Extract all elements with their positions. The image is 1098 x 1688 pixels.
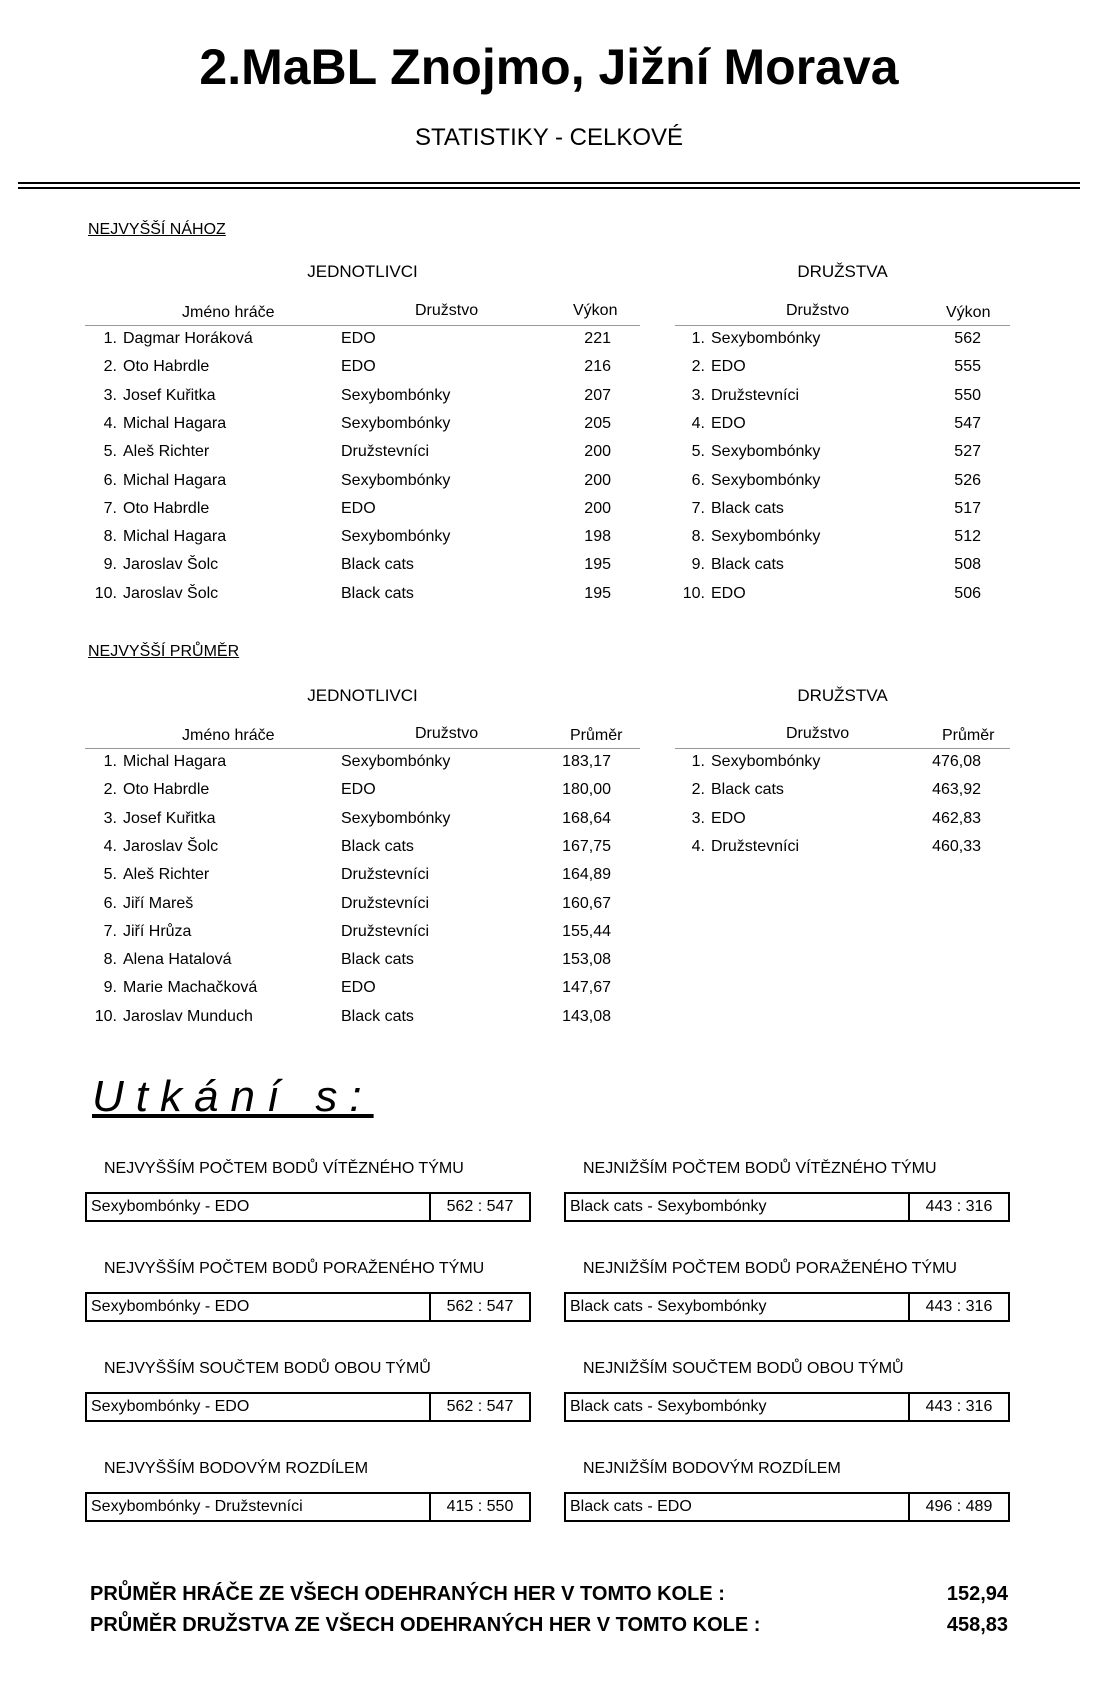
- row-rank: 5.: [103, 866, 117, 884]
- row-value: 462,83: [932, 809, 981, 827]
- team-name: Sexybombónky: [711, 471, 821, 489]
- player-name: Jaroslav Šolc: [123, 584, 219, 602]
- row-value: 506: [954, 584, 981, 602]
- table-row: [675, 443, 1010, 467]
- player-name: Michal Hagara: [123, 414, 227, 432]
- column-header-team: Družstvo: [786, 725, 850, 742]
- row-rank: 4.: [691, 414, 705, 432]
- player-name: Oto Habrdle: [123, 358, 210, 376]
- match-score-cell: [908, 1194, 1008, 1220]
- row-rank: 2.: [691, 781, 705, 799]
- match-score: 562 : 547: [446, 1298, 514, 1315]
- row-rank: 2.: [691, 358, 705, 376]
- table-row: [675, 781, 1010, 805]
- team-name: Sexybombónky: [711, 443, 821, 461]
- match-score-cell: [908, 1394, 1008, 1420]
- match-teams: Sexybombónky - Družstevníci: [91, 1498, 303, 1515]
- row-value: 547: [954, 414, 981, 432]
- match-score-cell: [429, 1394, 529, 1420]
- column-header-score: Výkon: [946, 304, 991, 321]
- table-header-rule: [675, 748, 1010, 749]
- row-rank: 4.: [691, 837, 705, 855]
- header-divider: [18, 182, 1080, 184]
- row-value: 160,67: [562, 894, 611, 912]
- player-name: Oto Habrdle: [123, 781, 210, 799]
- table-row: [85, 810, 640, 834]
- match-box: [85, 1392, 531, 1422]
- table-header-rule: [675, 325, 1010, 326]
- row-value: 147,67: [562, 979, 611, 997]
- player-name: Oto Habrdle: [123, 499, 210, 517]
- row-rank: 3.: [691, 386, 705, 404]
- section-title-nahoz: NEJVYŠŠÍ NÁHOZ: [88, 221, 226, 238]
- page-subtitle: STATISTIKY - CELKOVÉ: [414, 124, 684, 151]
- row-rank: 6.: [103, 894, 117, 912]
- row-value: 155,44: [562, 922, 611, 940]
- match-box: [85, 1492, 531, 1522]
- match-score: 562 : 547: [446, 1398, 514, 1415]
- row-value: 153,08: [562, 951, 611, 969]
- section-title-prumer: NEJVYŠŠÍ PRŮMĚR: [88, 643, 240, 660]
- player-name: Aleš Richter: [123, 866, 210, 884]
- table-header-rule: [85, 748, 640, 749]
- team-name: EDO: [341, 358, 376, 376]
- player-name: Josef Kuřitka: [123, 386, 216, 404]
- player-name: Josef Kuřitka: [123, 809, 216, 827]
- row-rank: 8.: [103, 528, 117, 546]
- row-rank: 6.: [691, 471, 705, 489]
- match-score: 415 : 550: [446, 1498, 514, 1515]
- team-name: EDO: [711, 809, 746, 827]
- match-label: NEJVYŠŠÍM POČTEM BODŮ VÍTĚZNÉHO TÝMU: [104, 1160, 464, 1177]
- team-name: Družstevníci: [341, 894, 430, 912]
- team-name: EDO: [711, 584, 746, 602]
- row-value: 517: [954, 499, 981, 517]
- table-row: [85, 585, 640, 609]
- table-row: [85, 528, 640, 552]
- table-row: [85, 1008, 640, 1032]
- match-box: [564, 1192, 1010, 1222]
- row-value: 195: [584, 584, 611, 602]
- player-name: Michal Hagara: [123, 753, 227, 770]
- team-name: Black cats: [341, 837, 414, 855]
- row-rank: 1.: [691, 330, 705, 347]
- team-name: Sexybombónky: [711, 528, 821, 546]
- row-rank: 7.: [103, 499, 117, 517]
- team-name: Družstevníci: [341, 922, 430, 940]
- table-row: [85, 415, 640, 439]
- match-score: 443 : 316: [925, 1298, 993, 1315]
- match-box: [564, 1392, 1010, 1422]
- row-rank: 2.: [103, 781, 117, 799]
- row-value: 527: [954, 443, 981, 461]
- page-title: 2.MaBL Znojmo, Jižní Morava: [199, 39, 899, 95]
- row-rank: 9.: [103, 979, 117, 997]
- match-teams: Black cats - Sexybombónky: [570, 1398, 767, 1415]
- table-row: [675, 556, 1010, 580]
- table-row: [675, 387, 1010, 411]
- row-rank: 8.: [691, 528, 705, 546]
- team-name: Sexybombónky: [711, 330, 821, 347]
- row-rank: 1.: [103, 330, 117, 347]
- team-name: Black cats: [341, 1007, 414, 1025]
- team-name: EDO: [341, 781, 376, 799]
- row-value: 143,08: [562, 1007, 611, 1025]
- table-row: [675, 358, 1010, 382]
- table-row: [85, 753, 640, 777]
- table-row: [85, 387, 640, 411]
- row-value: 508: [954, 556, 981, 574]
- row-rank: 5.: [691, 443, 705, 461]
- player-name: Jaroslav Munduch: [123, 1007, 253, 1025]
- table-row: [85, 500, 640, 524]
- column-header-average: Průměr: [570, 727, 623, 744]
- row-value: 195: [584, 556, 611, 574]
- row-value: 216: [584, 358, 611, 376]
- match-label: NEJNIŽŠÍM POČTEM BODŮ PORAŽENÉHO TÝMU: [583, 1260, 957, 1277]
- row-value: 167,75: [562, 837, 611, 855]
- column-header-team: Družstvo: [786, 302, 850, 319]
- column-header-player: Jméno hráče: [182, 304, 275, 321]
- team-name: Sexybombónky: [341, 414, 451, 432]
- team-name: EDO: [341, 979, 376, 997]
- match-teams: Black cats - Sexybombónky: [570, 1198, 767, 1215]
- row-rank: 1.: [691, 753, 705, 770]
- match-score-cell: [908, 1294, 1008, 1320]
- row-value: 200: [584, 443, 611, 461]
- team-name: EDO: [711, 414, 746, 432]
- match-score: 443 : 316: [925, 1398, 993, 1415]
- table-row: [85, 838, 640, 862]
- row-rank: 3.: [103, 809, 117, 827]
- match-teams: Sexybombónky - EDO: [91, 1198, 250, 1215]
- match-box: [85, 1292, 531, 1322]
- header-divider: [18, 187, 1080, 189]
- team-name: Black cats: [711, 499, 784, 517]
- match-teams: Black cats - EDO: [570, 1498, 692, 1515]
- match-box: [564, 1292, 1010, 1322]
- row-rank: 1.: [103, 753, 117, 770]
- team-name: Družstevníci: [711, 386, 800, 404]
- row-rank: 4.: [103, 414, 117, 432]
- team-name: Black cats: [341, 584, 414, 602]
- row-value: 562: [954, 330, 981, 347]
- table-row: [675, 753, 1010, 777]
- team-name: Black cats: [711, 781, 784, 799]
- table-row: [85, 895, 640, 919]
- group-title-individuals: JEDNOTLIVCI: [307, 262, 418, 281]
- team-name: Družstevníci: [341, 866, 430, 884]
- table-row: [85, 979, 640, 1003]
- player-name: Aleš Richter: [123, 443, 210, 461]
- match-label: NEJNIŽŠÍM POČTEM BODŮ VÍTĚZNÉHO TÝMU: [583, 1160, 937, 1177]
- table-header-rule: [85, 325, 640, 326]
- row-rank: 2.: [103, 358, 117, 376]
- match-score: 562 : 547: [446, 1198, 514, 1215]
- group-title-teams: DRUŽSTVA: [797, 686, 888, 705]
- column-header-score: Výkon: [573, 302, 618, 319]
- table-row: [85, 923, 640, 947]
- match-score: 443 : 316: [925, 1198, 993, 1215]
- row-value: 526: [954, 471, 981, 489]
- player-name: Jaroslav Šolc: [123, 556, 219, 574]
- team-name: Black cats: [711, 556, 784, 574]
- row-rank: 6.: [103, 471, 117, 489]
- row-value: 463,92: [932, 781, 981, 799]
- row-rank: 4.: [103, 837, 117, 855]
- match-box: [85, 1192, 531, 1222]
- match-label: NEJNIŽŠÍM BODOVÝM ROZDÍLEM: [583, 1460, 841, 1477]
- row-value: 555: [954, 358, 981, 376]
- team-name: Družstevníci: [711, 837, 800, 855]
- player-name: Michal Hagara: [123, 528, 227, 546]
- row-value: 198: [584, 528, 611, 546]
- match-label: NEJVYŠŠÍM POČTEM BODŮ PORAŽENÉHO TÝMU: [104, 1260, 485, 1277]
- column-header-team: Družstvo: [415, 725, 479, 742]
- group-title-individuals: JEDNOTLIVCI: [307, 686, 418, 705]
- match-label: NEJVYŠŠÍM SOUČTEM BODŮ OBOU TÝMŮ: [104, 1360, 431, 1377]
- table-row: [675, 528, 1010, 552]
- row-rank: 10.: [94, 1007, 117, 1025]
- matches-heading: Utkání s:: [92, 1072, 374, 1121]
- table-row: [85, 866, 640, 890]
- team-name: Sexybombónky: [341, 528, 451, 546]
- player-name: Jiří Mareš: [123, 894, 194, 912]
- match-box: [564, 1492, 1010, 1522]
- row-value: 168,64: [562, 809, 611, 827]
- row-value: 221: [584, 330, 611, 347]
- player-name: Michal Hagara: [123, 471, 227, 489]
- row-value: 205: [584, 414, 611, 432]
- team-name: EDO: [341, 330, 376, 347]
- team-average-value: 458,83: [946, 1614, 1008, 1636]
- column-header-team: Družstvo: [415, 302, 479, 319]
- row-value: 164,89: [562, 866, 611, 884]
- match-teams: Black cats - Sexybombónky: [570, 1298, 767, 1315]
- player-name: Alena Hatalová: [123, 951, 232, 969]
- table-row: [85, 951, 640, 975]
- table-row: [85, 358, 640, 382]
- team-name: Sexybombónky: [341, 809, 451, 827]
- row-value: 180,00: [562, 781, 611, 799]
- player-average-value: 152,94: [946, 1583, 1008, 1605]
- group-title-teams: DRUŽSTVA: [797, 262, 888, 281]
- player-name: Jaroslav Šolc: [123, 837, 219, 855]
- row-rank: 7.: [691, 499, 705, 517]
- row-value: 183,17: [562, 753, 611, 770]
- row-rank: 5.: [103, 443, 117, 461]
- row-value: 200: [584, 471, 611, 489]
- match-teams: Sexybombónky - EDO: [91, 1398, 250, 1415]
- team-name: Sexybombónky: [711, 753, 821, 770]
- match-teams: Sexybombónky - EDO: [91, 1298, 250, 1315]
- table-row: [85, 472, 640, 496]
- table-row: [675, 585, 1010, 609]
- team-name: EDO: [711, 358, 746, 376]
- row-value: 207: [584, 386, 611, 404]
- team-name: Sexybombónky: [341, 386, 451, 404]
- row-rank: 8.: [103, 951, 117, 969]
- row-value: 460,33: [932, 837, 981, 855]
- table-row: [675, 838, 1010, 862]
- match-label: NEJNIŽŠÍM SOUČTEM BODŮ OBOU TÝMŮ: [583, 1360, 904, 1377]
- player-name: Marie Machačková: [123, 979, 258, 997]
- table-row: [675, 810, 1010, 834]
- match-score-cell: [429, 1294, 529, 1320]
- match-score-cell: [429, 1494, 529, 1520]
- row-value: 550: [954, 386, 981, 404]
- row-value: 476,08: [932, 753, 981, 770]
- table-row: [85, 330, 640, 354]
- match-score-cell: [908, 1494, 1008, 1520]
- team-name: Black cats: [341, 556, 414, 574]
- team-name: EDO: [341, 499, 376, 517]
- row-rank: 10.: [682, 584, 705, 602]
- row-rank: 10.: [94, 584, 117, 602]
- table-row: [675, 472, 1010, 496]
- table-row: [675, 500, 1010, 524]
- row-rank: 9.: [691, 556, 705, 574]
- table-row: [85, 556, 640, 580]
- table-row: [675, 330, 1010, 354]
- row-value: 512: [954, 528, 981, 546]
- team-name: Sexybombónky: [341, 753, 451, 770]
- team-name: Sexybombónky: [341, 471, 451, 489]
- table-row: [675, 415, 1010, 439]
- row-rank: 3.: [103, 386, 117, 404]
- match-score: 496 : 489: [925, 1498, 993, 1515]
- team-name: Družstevníci: [341, 443, 430, 461]
- column-header-average: Průměr: [942, 727, 995, 744]
- team-average-label: PRŮMĚR DRUŽSTVA ZE VŠECH ODEHRANÝCH HER V TOMTO KOLE :: [90, 1614, 761, 1636]
- match-score-cell: [429, 1194, 529, 1220]
- row-rank: 7.: [103, 922, 117, 940]
- column-header-player: Jméno hráče: [182, 727, 275, 744]
- row-value: 200: [584, 499, 611, 517]
- row-rank: 9.: [103, 556, 117, 574]
- row-rank: 3.: [691, 809, 705, 827]
- table-row: [85, 781, 640, 805]
- player-average-label: PRŮMĚR HRÁČE ZE VŠECH ODEHRANÝCH HER V TOMTO KOLE :: [90, 1583, 725, 1605]
- player-name: Dagmar Horáková: [123, 330, 253, 347]
- team-name: Black cats: [341, 951, 414, 969]
- player-name: Jiří Hrůza: [123, 922, 192, 940]
- match-label: NEJVYŠŠÍM BODOVÝM ROZDÍLEM: [104, 1460, 369, 1477]
- table-row: [85, 443, 640, 467]
